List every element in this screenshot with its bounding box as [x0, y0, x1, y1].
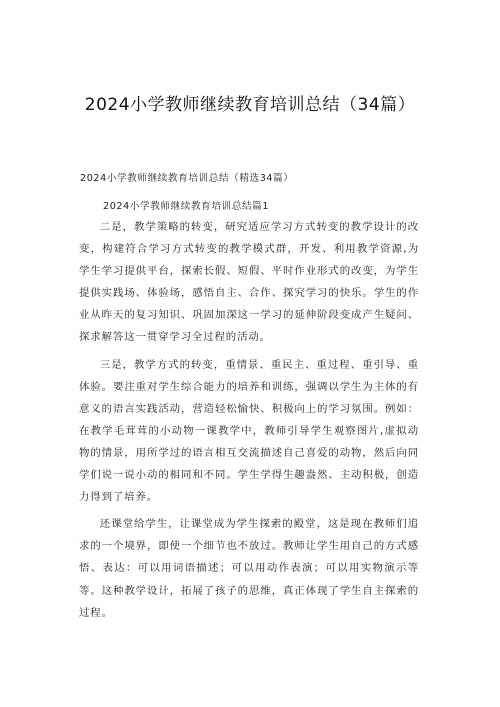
document-subtitle: 2024小学教师继续教育培训总结（精选34篇） — [80, 173, 294, 184]
section-title: 2024小学教师继续教育培训总结篇1 — [103, 201, 270, 212]
document-body — [79, 216, 419, 629]
paragraph-1: 二是，教学策略的转变，研究适应学习方式转变的教学设计的改变，构建符合学习方式转变的教学模式群，开发、利用教学资源,为学生学习提供平台，探索长假、短假、平时作业形式的改变，为学生提供实践场、体验场，感悟自主、合作、探究学习的快乐。学生的作业从昨天的复习知识、巩固加深这一学习的延伸阶段变成产生疑问、探求解答这一贯穿学习全过程的活动。 — [79, 221, 419, 344]
paragraph-3: 还课堂给学生，让课堂成为学生探索的殿堂，这是现在教师们追求的一个境界，即使一个细节也不放过。教师让学生用自己的方式感悟、表达：可以用词语描述；可以用动作表演；可以用实物演示等等。这种教学设计，拓展了孩子的思维，真正体现了学生自主探索的过程。 — [79, 518, 419, 619]
paragraph-2: 三是，教学方式的转变，重情景、重民主、重过程、重引导、重体验。要注重对学生综合能力的培养和训练，强调以学生为主体的有意义的语言实践活动，营造轻松愉快、积极向上的学习氛围。例如：在教学毛茸茸的小动物一课教学中，教师引导学生观察图片,虚拟动物的情景，用所学过的语言相互交流描述自己喜爱的动物，然后向同学们说一说小动的相同和不同。学生学得生趣盎然、主动积极，创造力得到了培养。 — [79, 358, 419, 504]
document-title: 2024小学教师继续教育培训总结（34篇） — [84, 95, 416, 115]
